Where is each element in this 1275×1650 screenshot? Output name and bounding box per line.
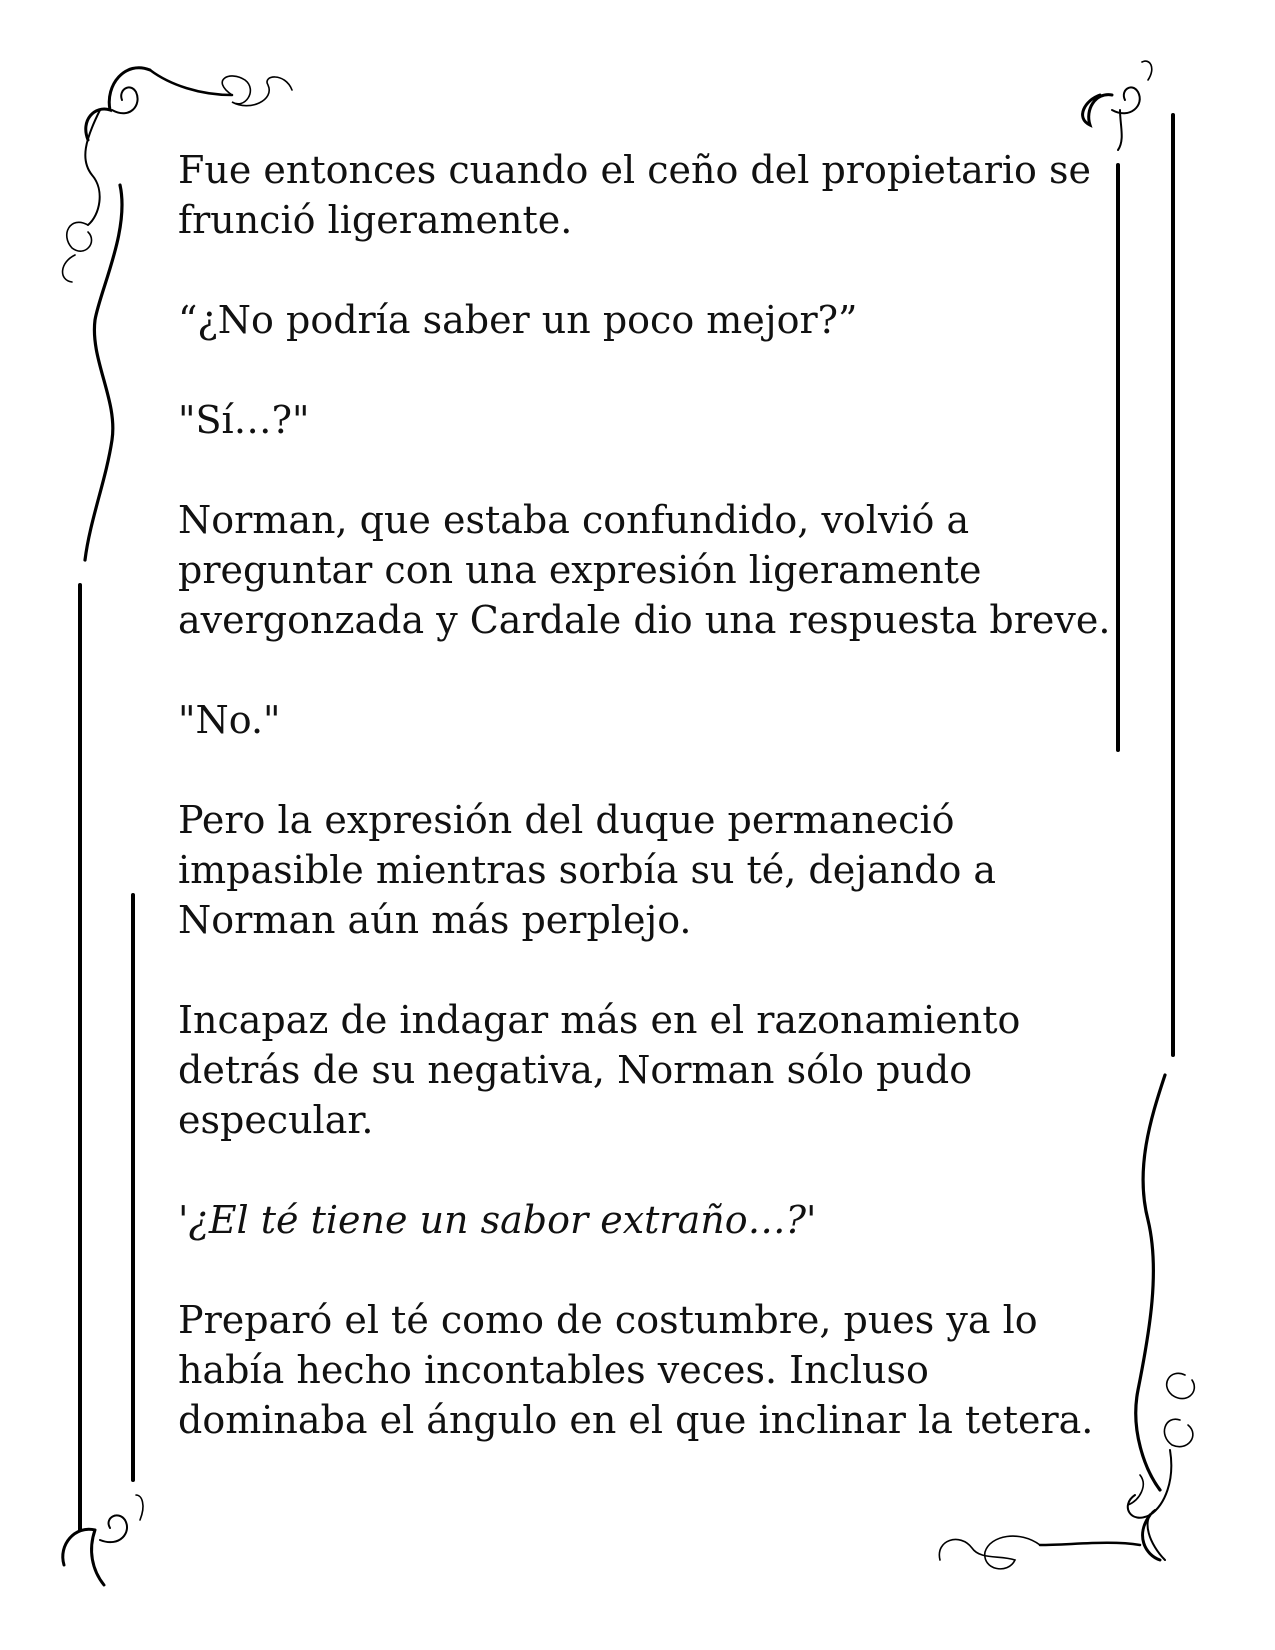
top-right-flourish-icon [1083, 61, 1152, 150]
paragraph: Fue entonces cuando el ceño del propietario se frunció ligeramente. [178, 148, 1092, 242]
paragraph: "No." [178, 698, 281, 742]
paragraph: Preparó el té como de costumbre, pues ya lo había hecho incontables veces. Incluso dominaba el ángulo en el que inclinar la tetera. [178, 1298, 1094, 1442]
paragraph: "Sí…?" [178, 398, 310, 442]
page-text [178, 145, 1118, 1495]
paragraph: Pero la expresión del duque permaneció impasible mientras sorbía su té, dejando a Norman aún más perplejo. [178, 798, 997, 942]
paragraph: Norman, que estaba confundido, volvió a preguntar con una expresión ligeramente avergonzada y Cardale dio una respuesta breve. [178, 498, 1111, 642]
paragraph: “¿No podría saber un poco mejor?” [178, 298, 858, 342]
bottom-left-flourish-icon [63, 1495, 143, 1585]
paragraph: Incapaz de indagar más en el razonamiento detrás de su negativa, Norman sólo pudo especular. [178, 998, 1021, 1142]
paragraph-italic-thought: '¿El té tiene un sabor extraño…?' [178, 1198, 817, 1242]
